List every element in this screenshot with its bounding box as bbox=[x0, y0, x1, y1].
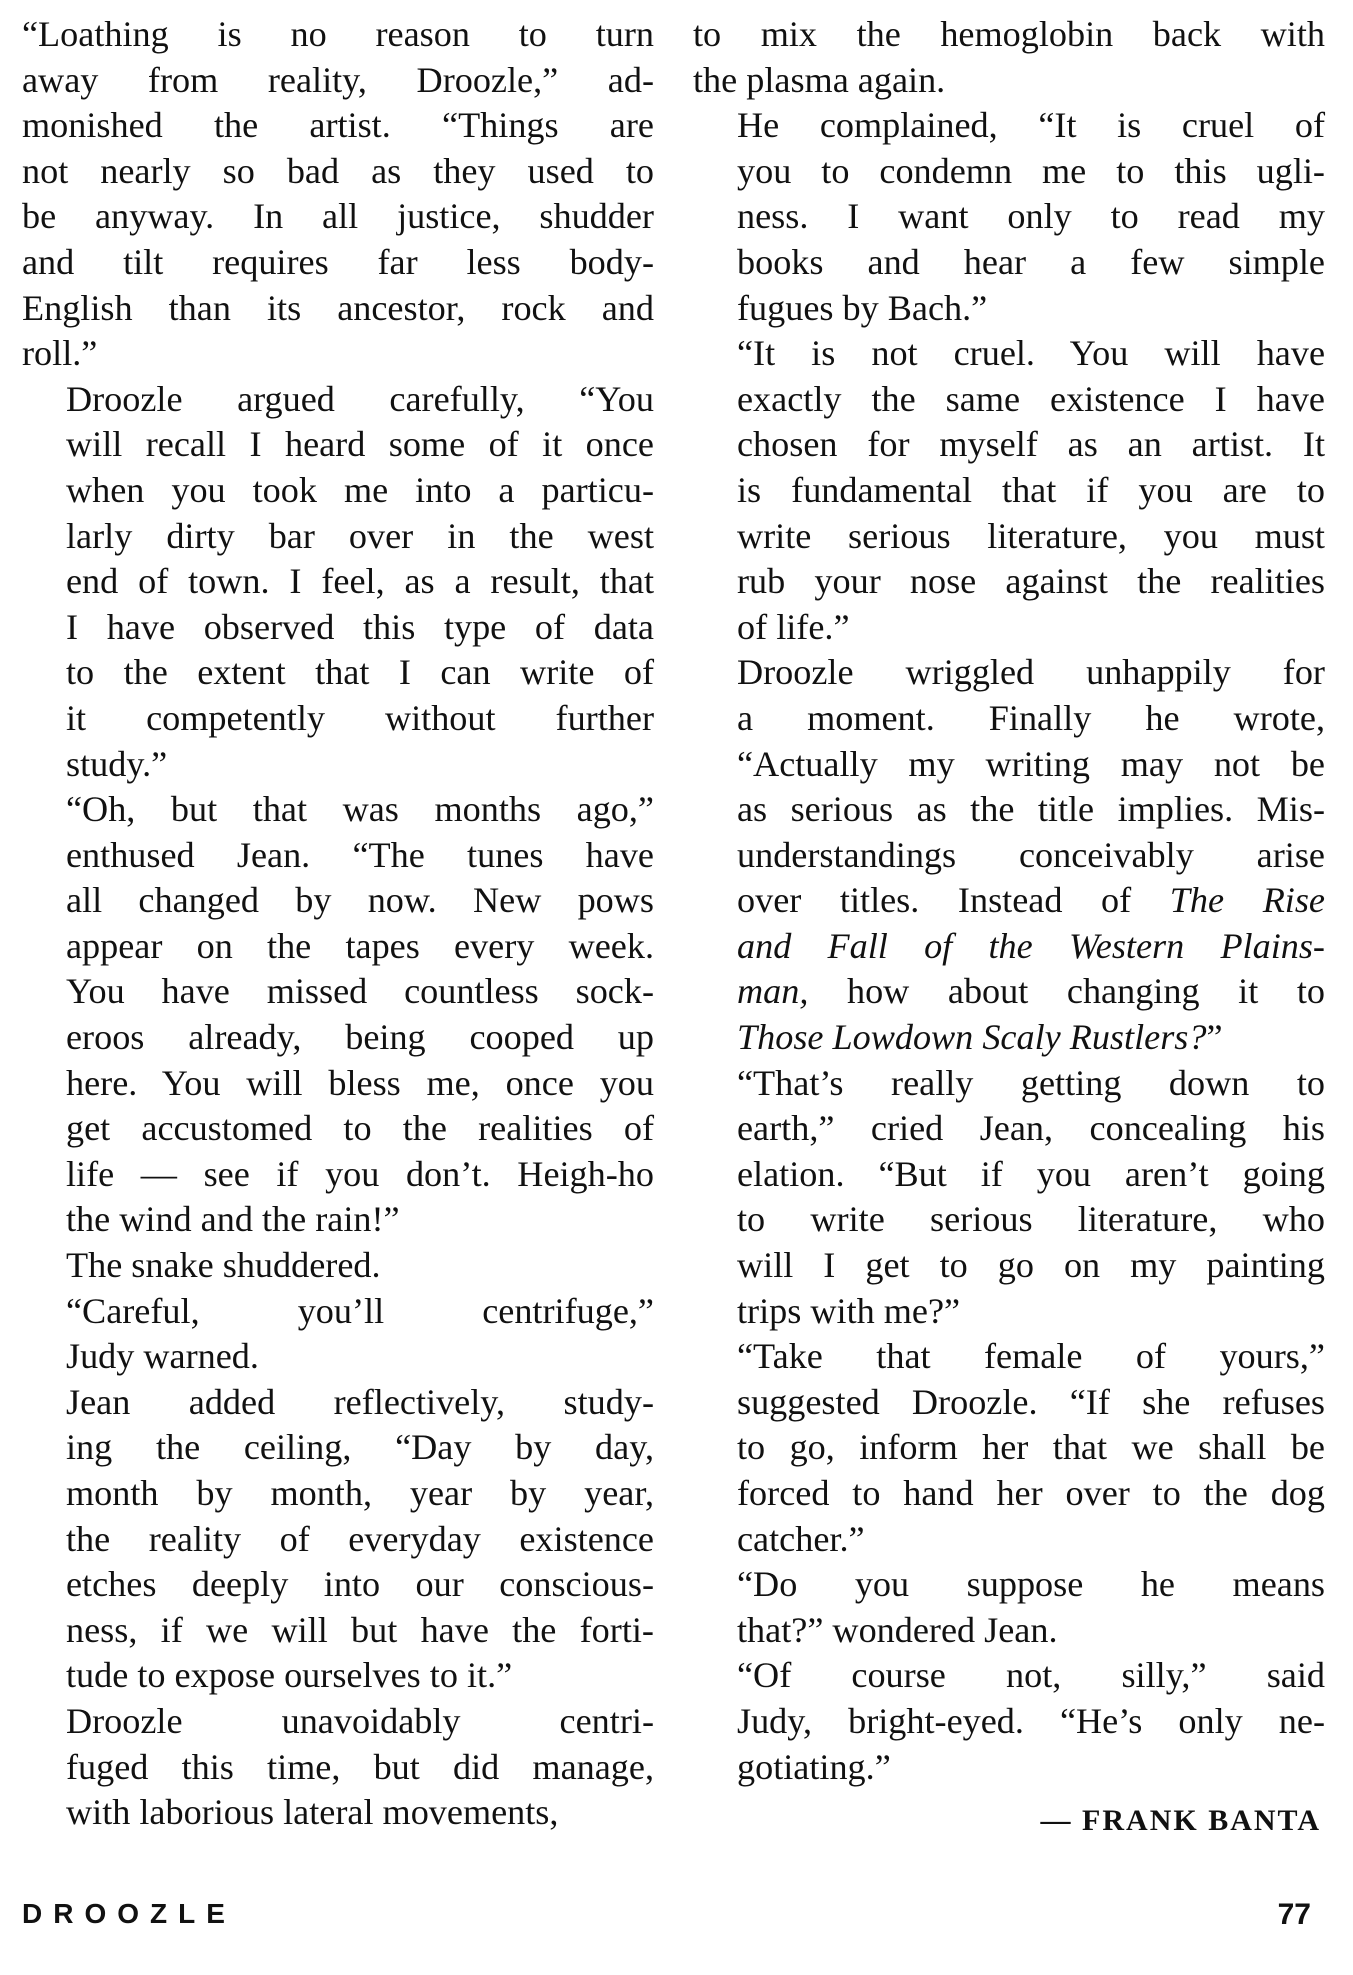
text-line: here. You will bless me, once you bbox=[66, 1062, 654, 1103]
text-line: exactly the same existence I have bbox=[737, 378, 1325, 419]
paragraph bbox=[22, 787, 654, 1243]
paragraph bbox=[22, 1380, 654, 1699]
text-line: life — see if you don’t. Heigh-ho bbox=[66, 1153, 654, 1194]
text-line: eroos already, being cooped up bbox=[66, 1017, 654, 1058]
author-byline: — FRANK BANTA bbox=[1040, 1804, 1321, 1838]
text-line: The snake shuddered. bbox=[66, 1245, 381, 1286]
paragraph bbox=[693, 650, 1325, 1060]
italic-title: Those Lowdown Scaly Rustlers? bbox=[737, 1017, 1207, 1058]
paragraph bbox=[22, 1243, 654, 1289]
text-line: He complained, “It is cruel of bbox=[737, 105, 1325, 146]
text-fragment: over titles. Instead of bbox=[737, 880, 1170, 921]
text-line: write serious literature, you must bbox=[737, 515, 1325, 556]
left-column bbox=[22, 12, 654, 1836]
text-line: fuged this time, but did manage, bbox=[66, 1746, 654, 1787]
text-line: that?” wondered Jean. bbox=[737, 1609, 1058, 1650]
text-line: fugues by Bach.” bbox=[737, 287, 988, 328]
text-line bbox=[693, 878, 1325, 924]
text-line: “Of course not, silly,” said bbox=[737, 1655, 1325, 1696]
text-line: roll.” bbox=[22, 333, 98, 374]
text-line: with laborious lateral movements, bbox=[66, 1792, 559, 1833]
paragraph bbox=[22, 1289, 654, 1380]
italic-title: man, bbox=[737, 971, 809, 1012]
text-line: study.” bbox=[66, 743, 168, 784]
text-line: get accustomed to the realities of bbox=[66, 1108, 654, 1149]
text-line: chosen for myself as an artist. It bbox=[737, 424, 1325, 465]
text-line bbox=[693, 969, 1325, 1015]
text-line: to go, inform her that we shall be bbox=[737, 1427, 1325, 1468]
text-line: tude to expose ourselves to it.” bbox=[66, 1655, 513, 1696]
text-line: will I get to go on my painting bbox=[737, 1245, 1325, 1286]
paragraph bbox=[22, 12, 654, 377]
running-title: DROOZLE bbox=[22, 1898, 236, 1929]
page-number: 77 bbox=[1277, 1898, 1311, 1931]
text-line: ness, if we will but have the forti- bbox=[66, 1609, 654, 1650]
text-line: Jean added reflectively, study- bbox=[66, 1381, 654, 1422]
text-line: to write serious literature, who bbox=[737, 1199, 1325, 1240]
italic-title: and Fall of the Western Plains- bbox=[737, 925, 1325, 966]
text-line bbox=[693, 924, 1325, 970]
text-line: etches deeply into our conscious- bbox=[66, 1564, 654, 1605]
text-line: ness. I want only to read my bbox=[737, 196, 1325, 237]
text-line: enthused Jean. “The tunes have bbox=[66, 834, 654, 875]
text-line: Droozle argued carefully, “You bbox=[66, 378, 654, 419]
text-line: appear on the tapes every week. bbox=[66, 925, 654, 966]
text-fragment: how about changing it to bbox=[808, 971, 1325, 1012]
text-line: suggested Droozle. “If she refuses bbox=[737, 1381, 1325, 1422]
text-line: and tilt requires far less body- bbox=[22, 241, 654, 282]
text-line: the plasma again. bbox=[693, 59, 946, 100]
text-line: Judy, bright-eyed. “He’s only ne- bbox=[737, 1700, 1325, 1741]
text-line: to the extent that I can write of bbox=[66, 652, 654, 693]
text-line: catcher.” bbox=[737, 1518, 865, 1559]
text-line: larly dirty bar over in the west bbox=[66, 515, 654, 556]
paragraph bbox=[693, 1334, 1325, 1562]
text-line: all changed by now. New pows bbox=[66, 880, 654, 921]
paragraph bbox=[693, 12, 1325, 103]
text-line: “That’s really getting down to bbox=[737, 1062, 1325, 1103]
text-line: away from reality, Droozle,” ad- bbox=[22, 59, 654, 100]
text-line: of life.” bbox=[737, 606, 850, 647]
paragraph bbox=[693, 1653, 1325, 1790]
italic-title: The Rise bbox=[1169, 880, 1325, 921]
text-line: You have missed countless sock- bbox=[66, 971, 654, 1012]
text-line: Droozle wriggled unhappily for bbox=[737, 652, 1325, 693]
text-line: you to condemn me to this ugli- bbox=[737, 150, 1325, 191]
text-line: monished the artist. “Things are bbox=[22, 105, 654, 146]
text-line: earth,” cried Jean, concealing his bbox=[737, 1108, 1325, 1149]
paragraph bbox=[693, 1061, 1325, 1335]
text-line: to mix the hemoglobin back with bbox=[693, 14, 1325, 54]
text-line: “It is not cruel. You will have bbox=[737, 333, 1325, 374]
paragraph bbox=[693, 331, 1325, 650]
text-line: English than its ancestor, rock and bbox=[22, 287, 654, 328]
text-line: “Do you suppose he means bbox=[737, 1564, 1325, 1605]
text-line: forced to hand her over to the dog bbox=[737, 1473, 1325, 1513]
text-line: “Actually my writing may not be bbox=[737, 743, 1325, 784]
text-line: be anyway. In all justice, shudder bbox=[22, 196, 654, 237]
paragraph bbox=[693, 1562, 1325, 1653]
text-line: ing the ceiling, “Day by day, bbox=[66, 1427, 654, 1468]
text-line: “Loathing is no reason to turn bbox=[22, 14, 654, 54]
text-line: “Take that female of yours,” bbox=[737, 1336, 1325, 1377]
paragraph bbox=[22, 377, 654, 787]
text-line: is fundamental that if you are to bbox=[737, 469, 1325, 510]
text-line: will recall I heard some of it once bbox=[66, 424, 654, 465]
text-line: Droozle unavoidably centri- bbox=[66, 1700, 654, 1741]
text-line: as serious as the title implies. Mis- bbox=[737, 789, 1325, 830]
text-line: month by month, year by year, bbox=[66, 1473, 654, 1513]
paragraph bbox=[22, 1699, 654, 1836]
text-line: end of town. I feel, as a result, that bbox=[66, 561, 654, 602]
text-line: the reality of everyday existence bbox=[66, 1518, 654, 1559]
text-line: I have observed this type of data bbox=[66, 606, 654, 647]
paragraph bbox=[693, 103, 1325, 331]
text-line: gotiating.” bbox=[737, 1746, 891, 1787]
text-line: rub your nose against the realities bbox=[737, 561, 1325, 602]
text-line: a moment. Finally he wrote, bbox=[737, 697, 1325, 738]
text-line: Judy warned. bbox=[66, 1336, 259, 1377]
text-line bbox=[693, 1015, 1325, 1061]
text-line: it competently without further bbox=[66, 697, 654, 738]
text-fragment: ” bbox=[1206, 1017, 1223, 1058]
text-line: understandings conceivably arise bbox=[737, 834, 1325, 875]
text-line: not nearly so bad as they used to bbox=[22, 150, 654, 191]
text-line: “Oh, but that was months ago,” bbox=[66, 789, 654, 830]
text-line: when you took me into a particu- bbox=[66, 469, 654, 510]
text-line: the wind and the rain!” bbox=[66, 1199, 400, 1240]
text-line: elation. “But if you aren’t going bbox=[737, 1153, 1325, 1194]
right-column bbox=[693, 12, 1325, 1844]
text-line: “Careful, you’ll centrifuge,” bbox=[66, 1290, 654, 1331]
text-line: books and hear a few simple bbox=[737, 241, 1325, 282]
text-line: trips with me?” bbox=[737, 1290, 961, 1331]
